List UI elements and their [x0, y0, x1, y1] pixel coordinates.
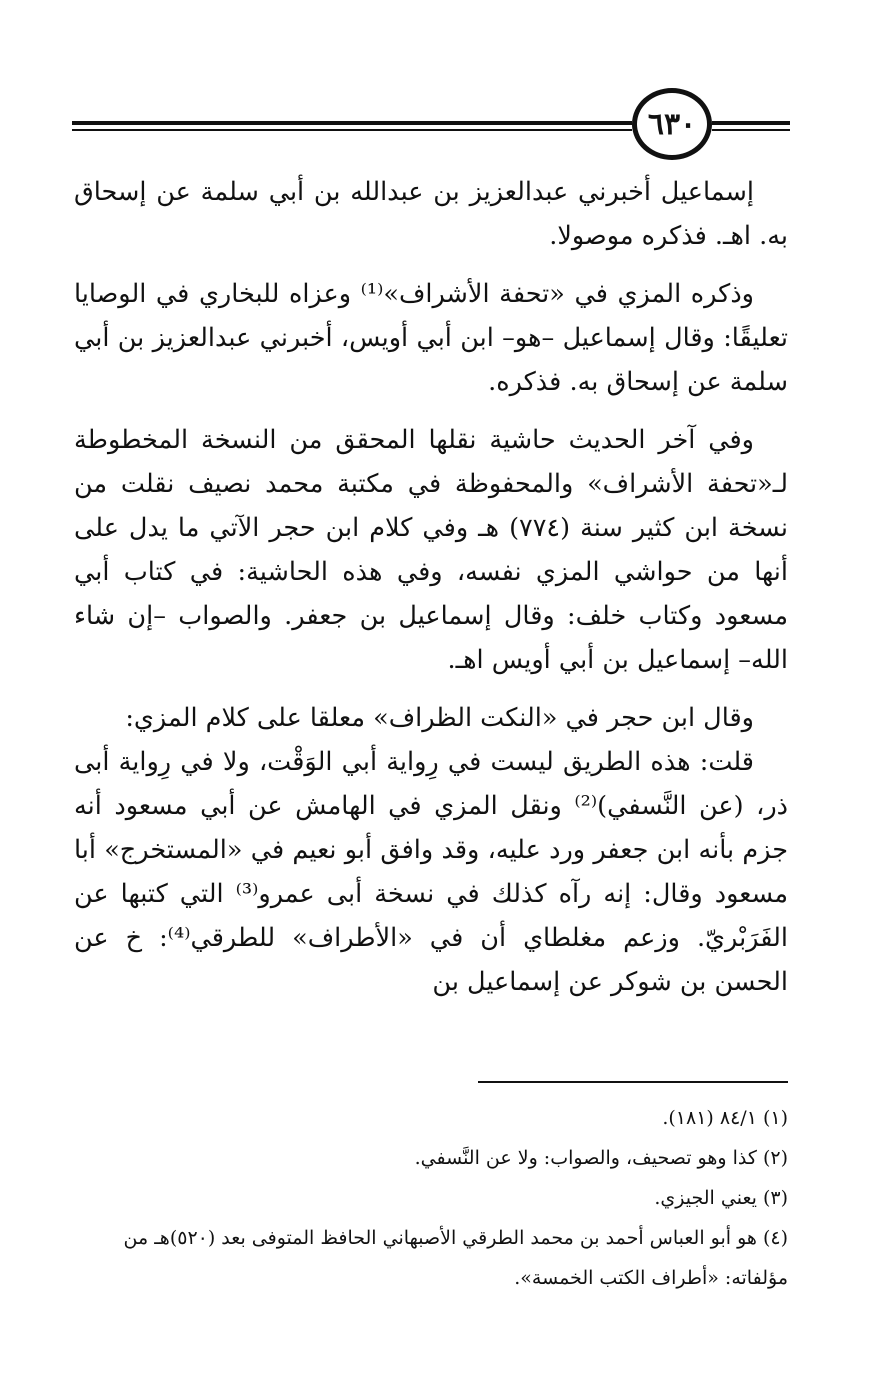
paragraph: وقال ابن حجر في «النكت الظراف» معلقا على كلام المزي: [125, 703, 754, 733]
page-header [0, 0, 873, 170]
page-number: ٦٣٠ [632, 88, 712, 160]
paragraph: قلت: هذه الطريق ليست في رِواية أبي الوَقْت، ولا في رِواية أبى ذر، (عن النَّسفي)⁽²⁾ ونقل المزي في الهامش عن أبي مسعود أنه جزم بأنه ابن جعفر ورد عليه، وقد وافق أبو نعيم في «المستخرج» أبا مسعود وقال: إنه رآه كذلك في نسخة أبى عمرو⁽³⁾ التي كتبها عن الفَرَبْريّ. وزعم مغلطاي أن في «الأطراف» للطرقي⁽⁴⁾: خ عن الحسن بن شوكر عن إسماعيل بن [74, 747, 788, 997]
footnote: (١) ١/‏٨٤ (١٨١). [662, 1107, 788, 1129]
footnote-separator [478, 1081, 788, 1083]
header-rule-right [712, 121, 790, 125]
main-text [74, 170, 788, 1018]
header-rule-left-thin [72, 129, 632, 131]
paragraph: وذكره المزي في «تحفة الأشراف»⁽¹⁾ وعزاه للبخاري في الوصايا تعليقًا: وقال إسماعيل –هو– ابن أبي أويس، أخبرني عبدالعزيز بن أبي سلمة عن إسحاق به. فذكره. [74, 279, 788, 397]
paragraph: وفي آخر الحديث حاشية نقلها المحقق من النسخة المخطوطة لـ«تحفة الأشراف» والمحفوظة في مكتبة محمد نصيف نقلت من نسخة ابن كثير سنة (٧٧٤) هـ وفي كلام ابن حجر الآتي ما يدل على أنها من حواشي المزي نفسه، وفي هذه الحاشية: في كتاب أبي مسعود وكتاب خلف: وقال إسماعيل بن جعفر. والصواب –إن شاء الله– إسماعيل بن أبي أويس اهـ. [74, 425, 788, 675]
header-rule-right-thin [712, 129, 790, 131]
paragraph: إسماعيل أخبرني عبدالعزيز بن عبدالله بن أبي سلمة عن إسحاق به. اهـ. فذكره موصولا. [74, 177, 788, 251]
footnotes [74, 1098, 788, 1298]
footnote: (٣) يعني الجيزي. [654, 1187, 788, 1209]
footnote: (٢) كذا وهو تصحيف، والصواب: ولا عن النَّسفي. [414, 1147, 788, 1169]
footnote: (٤) هو أبو العباس أحمد بن محمد الطرقي الأصبهاني الحافظ المتوفى بعد (٥٢٠)هـ من مؤلفاته: «أطراف الكتب الخمسة». [123, 1227, 788, 1289]
header-rule-left [72, 121, 632, 125]
